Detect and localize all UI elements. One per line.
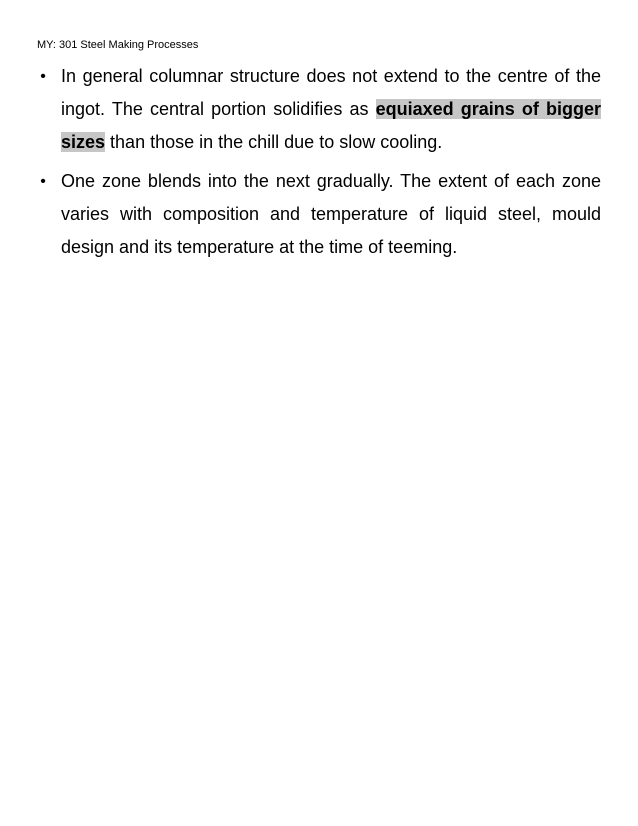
bullet-text-before: In general columnar structure does not extend to the centre of the ingot. The central portion solidifies as <box>61 66 601 119</box>
bullet-dot-icon: • <box>40 173 46 190</box>
bullet-text: One zone blends into the next gradually. The extent of each zone varies with composition and temperature of liquid steel, mould design and its temperature at the time of teeming. <box>61 171 601 257</box>
bullet-item-zone-blending <box>37 165 601 264</box>
bullet-item-columnar-structure <box>37 60 601 159</box>
bullet-dot-icon: • <box>40 68 46 85</box>
highlighted-phrase: equiaxed grains of bigger sizes <box>61 99 601 152</box>
running-header: MY: 301 Steel Making Processes <box>37 39 199 51</box>
bullet-list <box>37 60 601 270</box>
bullet-text-after: than those in the chill due to slow cooling. <box>105 132 443 152</box>
